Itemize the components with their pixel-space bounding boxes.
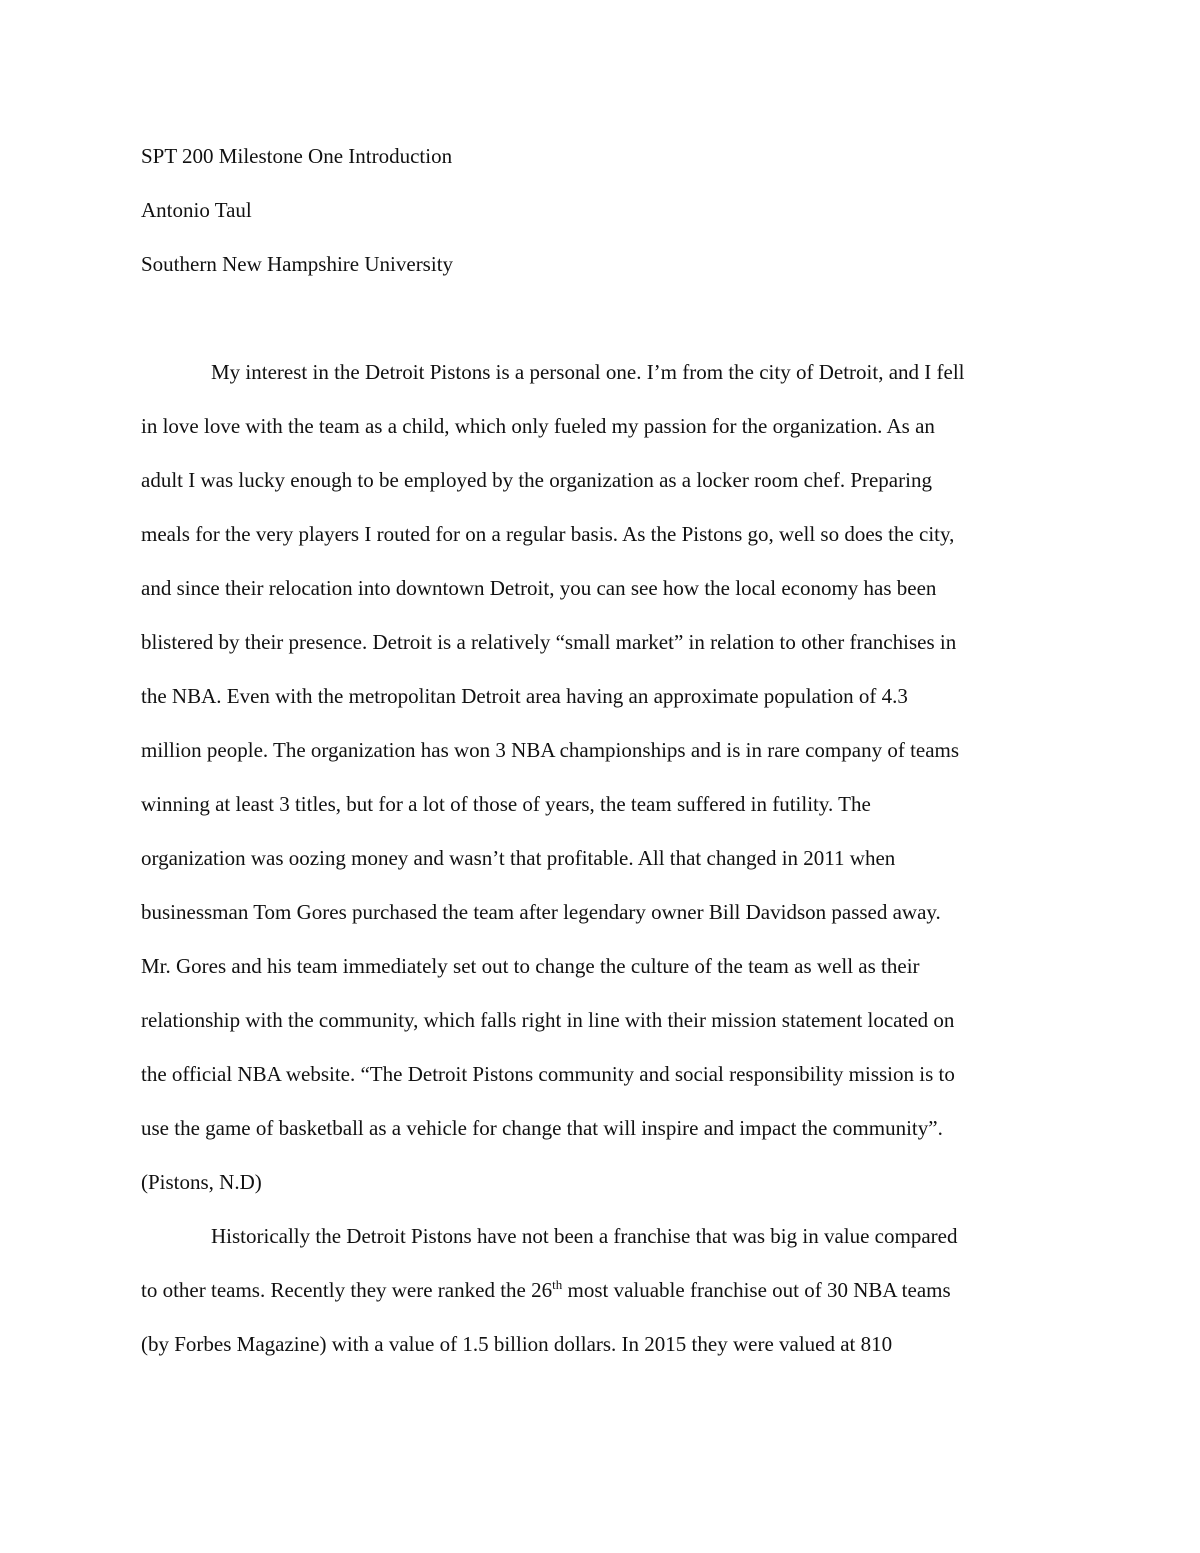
line-text-before: to other teams. Recently they were ranked the 26 [141,1278,553,1302]
paragraph-one [141,356,1081,1220]
paragraph-line: organization was oozing money and wasn’t that profitable. All that changed in 2011 when [141,846,896,870]
institution-name: Southern New Hampshire University [141,252,454,276]
paragraph-line: in love love with the team as a child, which only fueled my passion for the organization. As an [141,414,935,438]
paragraph-line: meals for the very players I routed for on a regular basis. As the Pistons go, well so does the city, [141,522,955,546]
document-body [141,140,1081,1382]
paragraph-line: Mr. Gores and his team immediately set out to change the culture of the team as well as their [141,954,920,978]
line-text-after: most valuable franchise out of 30 NBA teams [562,1278,951,1302]
paragraph-line: relationship with the community, which falls right in line with their mission statement located on [141,1008,955,1032]
paragraph-line: the NBA. Even with the metropolitan Detroit area having an approximate population of 4.3 [141,684,908,708]
ordinal-superscript: th [552,1277,563,1292]
paragraph-line-with-superscript [141,1274,1081,1328]
paragraph-line: the official NBA website. “The Detroit Pistons community and social responsibility mission is to [141,1062,955,1086]
paragraph-line: and since their relocation into downtown Detroit, you can see how the local economy has been [141,576,937,600]
document-title: SPT 200 Milestone One Introduction [141,144,453,168]
paragraph-two [141,1220,1081,1382]
paragraph-line: winning at least 3 titles, but for a lot of those of years, the team suffered in futility. The [141,792,871,816]
blank-line [141,302,1081,356]
paragraph-line: (by Forbes Magazine) with a value of 1.5 billion dollars. In 2015 they were valued at 810 [141,1332,893,1356]
paragraph-line: million people. The organization has won 3 NBA championships and is in rare company of teams [141,738,960,762]
paragraph-line: businessman Tom Gores purchased the team after legendary owner Bill Davidson passed away. [141,900,941,924]
author-name: Antonio Taul [141,198,252,222]
paragraph-line: Historically the Detroit Pistons have not been a franchise that was big in value compared [211,1224,958,1248]
paragraph-line: blistered by their presence. Detroit is a relatively “small market” in relation to other franchises in [141,630,957,654]
paragraph-line: adult I was lucky enough to be employed by the organization as a locker room chef. Preparing [141,468,932,492]
paragraph-line: use the game of basketball as a vehicle for change that will inspire and impact the community”. [141,1116,943,1140]
citation-line: (Pistons, N.D) [141,1170,262,1194]
paragraph-line: My interest in the Detroit Pistons is a personal one. I’m from the city of Detroit, and I fell [211,360,965,384]
